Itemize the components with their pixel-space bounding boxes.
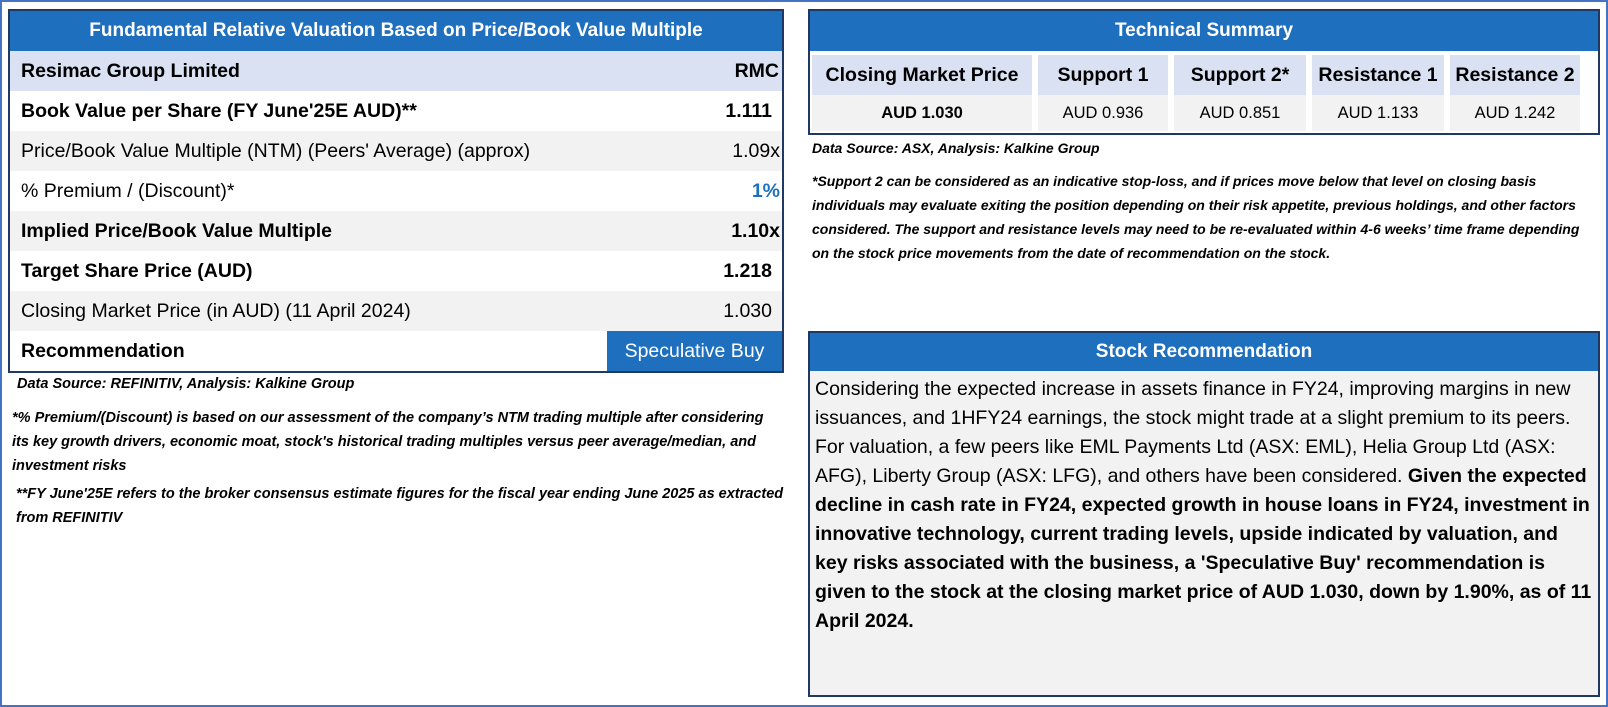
valuation-note-premium: *% Premium/(Discount) is based on our assessment of the company’s NTM trading multiple after considering its key growth drivers, economic moat, stock's historical trading multiples versus peer average/median, and investment risks (12, 410, 764, 474)
table-row (10, 91, 782, 131)
technical-columns (810, 55, 1598, 133)
company-row (10, 51, 782, 91)
column-header: Support 1 (1038, 55, 1168, 95)
row-label: % Premium / (Discount)* (21, 179, 235, 202)
row-label: Book Value per Share (FY June'25E AUD)** (21, 99, 417, 122)
column-value: AUD 0.936 (1038, 95, 1168, 131)
technical-column (1312, 55, 1444, 131)
table-row (10, 131, 782, 171)
recommendation-text-plain: Considering the expected increase in assets finance in FY24, improving margins in new issuances, and 1HFY24 earnings, the stock might trade at a slight premium to its peers. For valuation, a few peers like EML Payments Ltd (ASX: EML), Helia Group Ltd (ASX: AFG), Liberty Group (ASX: LFG), and others have been considered. (815, 378, 1571, 487)
table-row (10, 171, 782, 211)
row-value: 1.09x (732, 139, 780, 162)
column-value: AUD 1.242 (1450, 95, 1580, 131)
company-name: Resimac Group Limited (21, 59, 240, 82)
row-label: Closing Market Price (in AUD) (11 April 2024) (21, 299, 411, 322)
technical-column (1450, 55, 1580, 131)
technical-note: *Support 2 can be considered as an indicative stop-loss, and if prices move below that level on closing basis individuals may evaluate exiting the position depending on their risk appetite, previous holdings, and other factors considered. The support and resistance levels may need to be re-evaluated within 4-6 weeks’ time frame depending on the stock price movements from the date of recommendation on the stock. (812, 173, 1580, 261)
column-header: Support 2* (1174, 55, 1306, 95)
row-value: 1.030 (723, 299, 772, 322)
technical-summary-table (808, 9, 1600, 135)
row-value: 1.10x (731, 219, 780, 242)
table-row (10, 211, 782, 251)
table-row (10, 291, 782, 331)
column-value: AUD 1.133 (1312, 95, 1444, 131)
row-value: 1.218 (723, 259, 772, 282)
premium-value: 1% (751, 179, 780, 202)
ticker: RMC (734, 59, 779, 82)
valuation-note-fy: **FY June'25E refers to the broker consensus estimate figures for the fiscal year ending June 2025 as extracted from REFINITIV (16, 486, 784, 526)
recommendation-badge: Speculative Buy (607, 331, 782, 371)
row-value: 1.111 (725, 99, 772, 122)
technical-column (812, 55, 1032, 131)
column-value: AUD 1.030 (812, 95, 1032, 131)
row-label: Price/Book Value Multiple (NTM) (Peers' Average) (approx) (21, 139, 531, 162)
column-header: Closing Market Price (812, 55, 1032, 95)
stock-recommendation-box (808, 331, 1600, 697)
valuation-title: Fundamental Relative Valuation Based on Price/Book Value Multiple (10, 11, 782, 51)
table-row (10, 251, 782, 291)
stock-recommendation-title: Stock Recommendation (810, 333, 1598, 371)
technical-source: Data Source: ASX, Analysis: Kalkine Group (812, 140, 1100, 156)
recommendation-text-bold: Given the expected decline in cash rate in FY24, expected growth in house loans in FY24, investment in innovative technology, current trading levels, upside indicated by valuation, and key risks associated with the business, a 'Speculative Buy' recommendation is given to the stock at the closing market price of AUD 1.030, down by 1.90%, as of 11 April 2024. (815, 465, 1592, 632)
stock-recommendation-text (810, 371, 1598, 636)
technical-column (1038, 55, 1168, 131)
column-header: Resistance 1 (1312, 55, 1444, 95)
recommendation-row (10, 331, 782, 371)
technical-title: Technical Summary (810, 11, 1598, 51)
row-label: Implied Price/Book Value Multiple (21, 219, 332, 242)
row-label: Target Share Price (AUD) (21, 259, 253, 282)
recommendation-label: Recommendation (21, 339, 185, 362)
valuation-table (8, 9, 784, 373)
technical-column (1174, 55, 1306, 131)
column-value: AUD 0.851 (1174, 95, 1306, 131)
valuation-source: Data Source: REFINITIV, Analysis: Kalkine Group (17, 376, 355, 392)
column-header: Resistance 2 (1450, 55, 1580, 95)
